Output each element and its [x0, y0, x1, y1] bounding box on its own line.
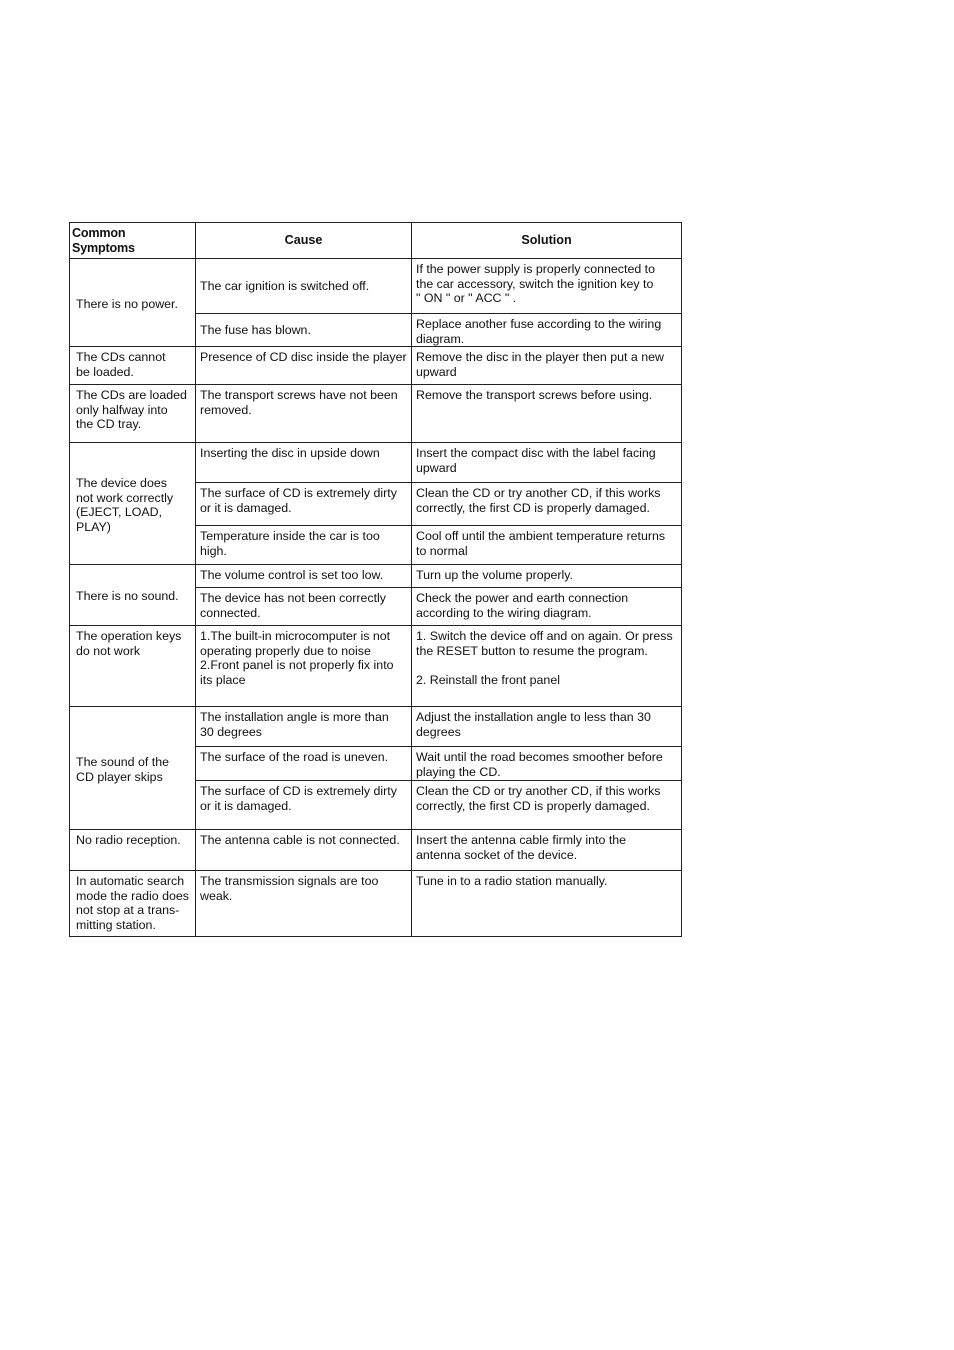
solution-cell: Tune in to a radio station manually.: [412, 871, 682, 937]
cause-cell: The transmission signals are too weak.: [196, 871, 412, 937]
solution-cell: Insert the antenna cable firmly into the antenna socket of the device.: [412, 830, 682, 871]
cause-cell: The volume control is set too low.: [196, 565, 412, 588]
solution-cell: Cool off until the ambient temperature returns to normal: [412, 526, 682, 565]
table-row: [70, 871, 682, 937]
cause-cell: Temperature inside the car is too high.: [196, 526, 412, 565]
table-row: [70, 830, 682, 871]
cause-cell: The surface of CD is extremely dirty or it is damaged.: [196, 781, 412, 830]
table-row: [70, 443, 682, 483]
cause-cell: The surface of the road is uneven.: [196, 747, 412, 781]
cause-cell: The installation angle is more than 30 degrees: [196, 707, 412, 747]
solution-cell: Remove the disc in the player then put a new upward: [412, 347, 682, 385]
symptom-cell: The CDs cannot be loaded.: [70, 347, 196, 385]
header-common-symptoms: Common Symptoms: [70, 223, 196, 259]
solution-cell: Wait until the road becomes smoother before playing the CD.: [412, 747, 682, 781]
solution-cell: Turn up the volume properly.: [412, 565, 682, 588]
cause-cell: 1.The built-in microcomputer is not operating properly due to noise 2.Front panel is not properly fix into its place: [196, 626, 412, 707]
cause-cell: The antenna cable is not connected.: [196, 830, 412, 871]
cause-cell: Inserting the disc in upside down: [196, 443, 412, 483]
header-cause: Cause: [196, 223, 412, 259]
symptom-cell: The sound of the CD player skips: [70, 707, 196, 830]
cause-cell: The car ignition is switched off.: [196, 259, 412, 314]
header-solution: Solution: [412, 223, 682, 259]
table-row: [70, 259, 682, 314]
symptom-cell: The operation keys do not work: [70, 626, 196, 707]
symptom-cell: The device does not work correctly (EJECT, LOAD, PLAY): [70, 443, 196, 565]
table-row: [70, 707, 682, 747]
troubleshooting-table: [69, 222, 682, 937]
table-row: [70, 385, 682, 443]
table-row: [70, 626, 682, 707]
solution-cell: If the power supply is properly connected to the car accessory, switch the ignition key to " ON " or " ACC " .: [412, 259, 682, 314]
cause-cell: The device has not been correctly connected.: [196, 588, 412, 626]
solution-cell: Clean the CD or try another CD, if this works correctly, the first CD is properly damaged.: [412, 781, 682, 830]
solution-cell: Insert the compact disc with the label facing upward: [412, 443, 682, 483]
solution-cell: 1. Switch the device off and on again. Or press the RESET button to resume the program. 2. Reinstall the front panel: [412, 626, 682, 707]
symptom-cell: In automatic search mode the radio does not stop at a trans- mitting station.: [70, 871, 196, 937]
cause-cell: Presence of CD disc inside the player: [196, 347, 412, 385]
solution-cell: Check the power and earth connection according to the wiring diagram.: [412, 588, 682, 626]
cause-cell: The surface of CD is extremely dirty or it is damaged.: [196, 483, 412, 526]
symptom-cell: The CDs are loaded only halfway into the CD tray.: [70, 385, 196, 443]
solution-cell: Replace another fuse according to the wiring diagram.: [412, 314, 682, 347]
table-header-row: [70, 223, 682, 259]
solution-cell: Adjust the installation angle to less than 30 degrees: [412, 707, 682, 747]
solution-cell: Clean the CD or try another CD, if this works correctly, the first CD is properly damaged.: [412, 483, 682, 526]
table-row: [70, 565, 682, 588]
cause-cell: The fuse has blown.: [196, 314, 412, 347]
solution-cell: Remove the transport screws before using.: [412, 385, 682, 443]
symptom-cell: There is no power.: [70, 259, 196, 347]
cause-cell: The transport screws have not been removed.: [196, 385, 412, 443]
table-row: [70, 347, 682, 385]
symptom-cell: No radio reception.: [70, 830, 196, 871]
symptom-cell: There is no sound.: [70, 565, 196, 626]
